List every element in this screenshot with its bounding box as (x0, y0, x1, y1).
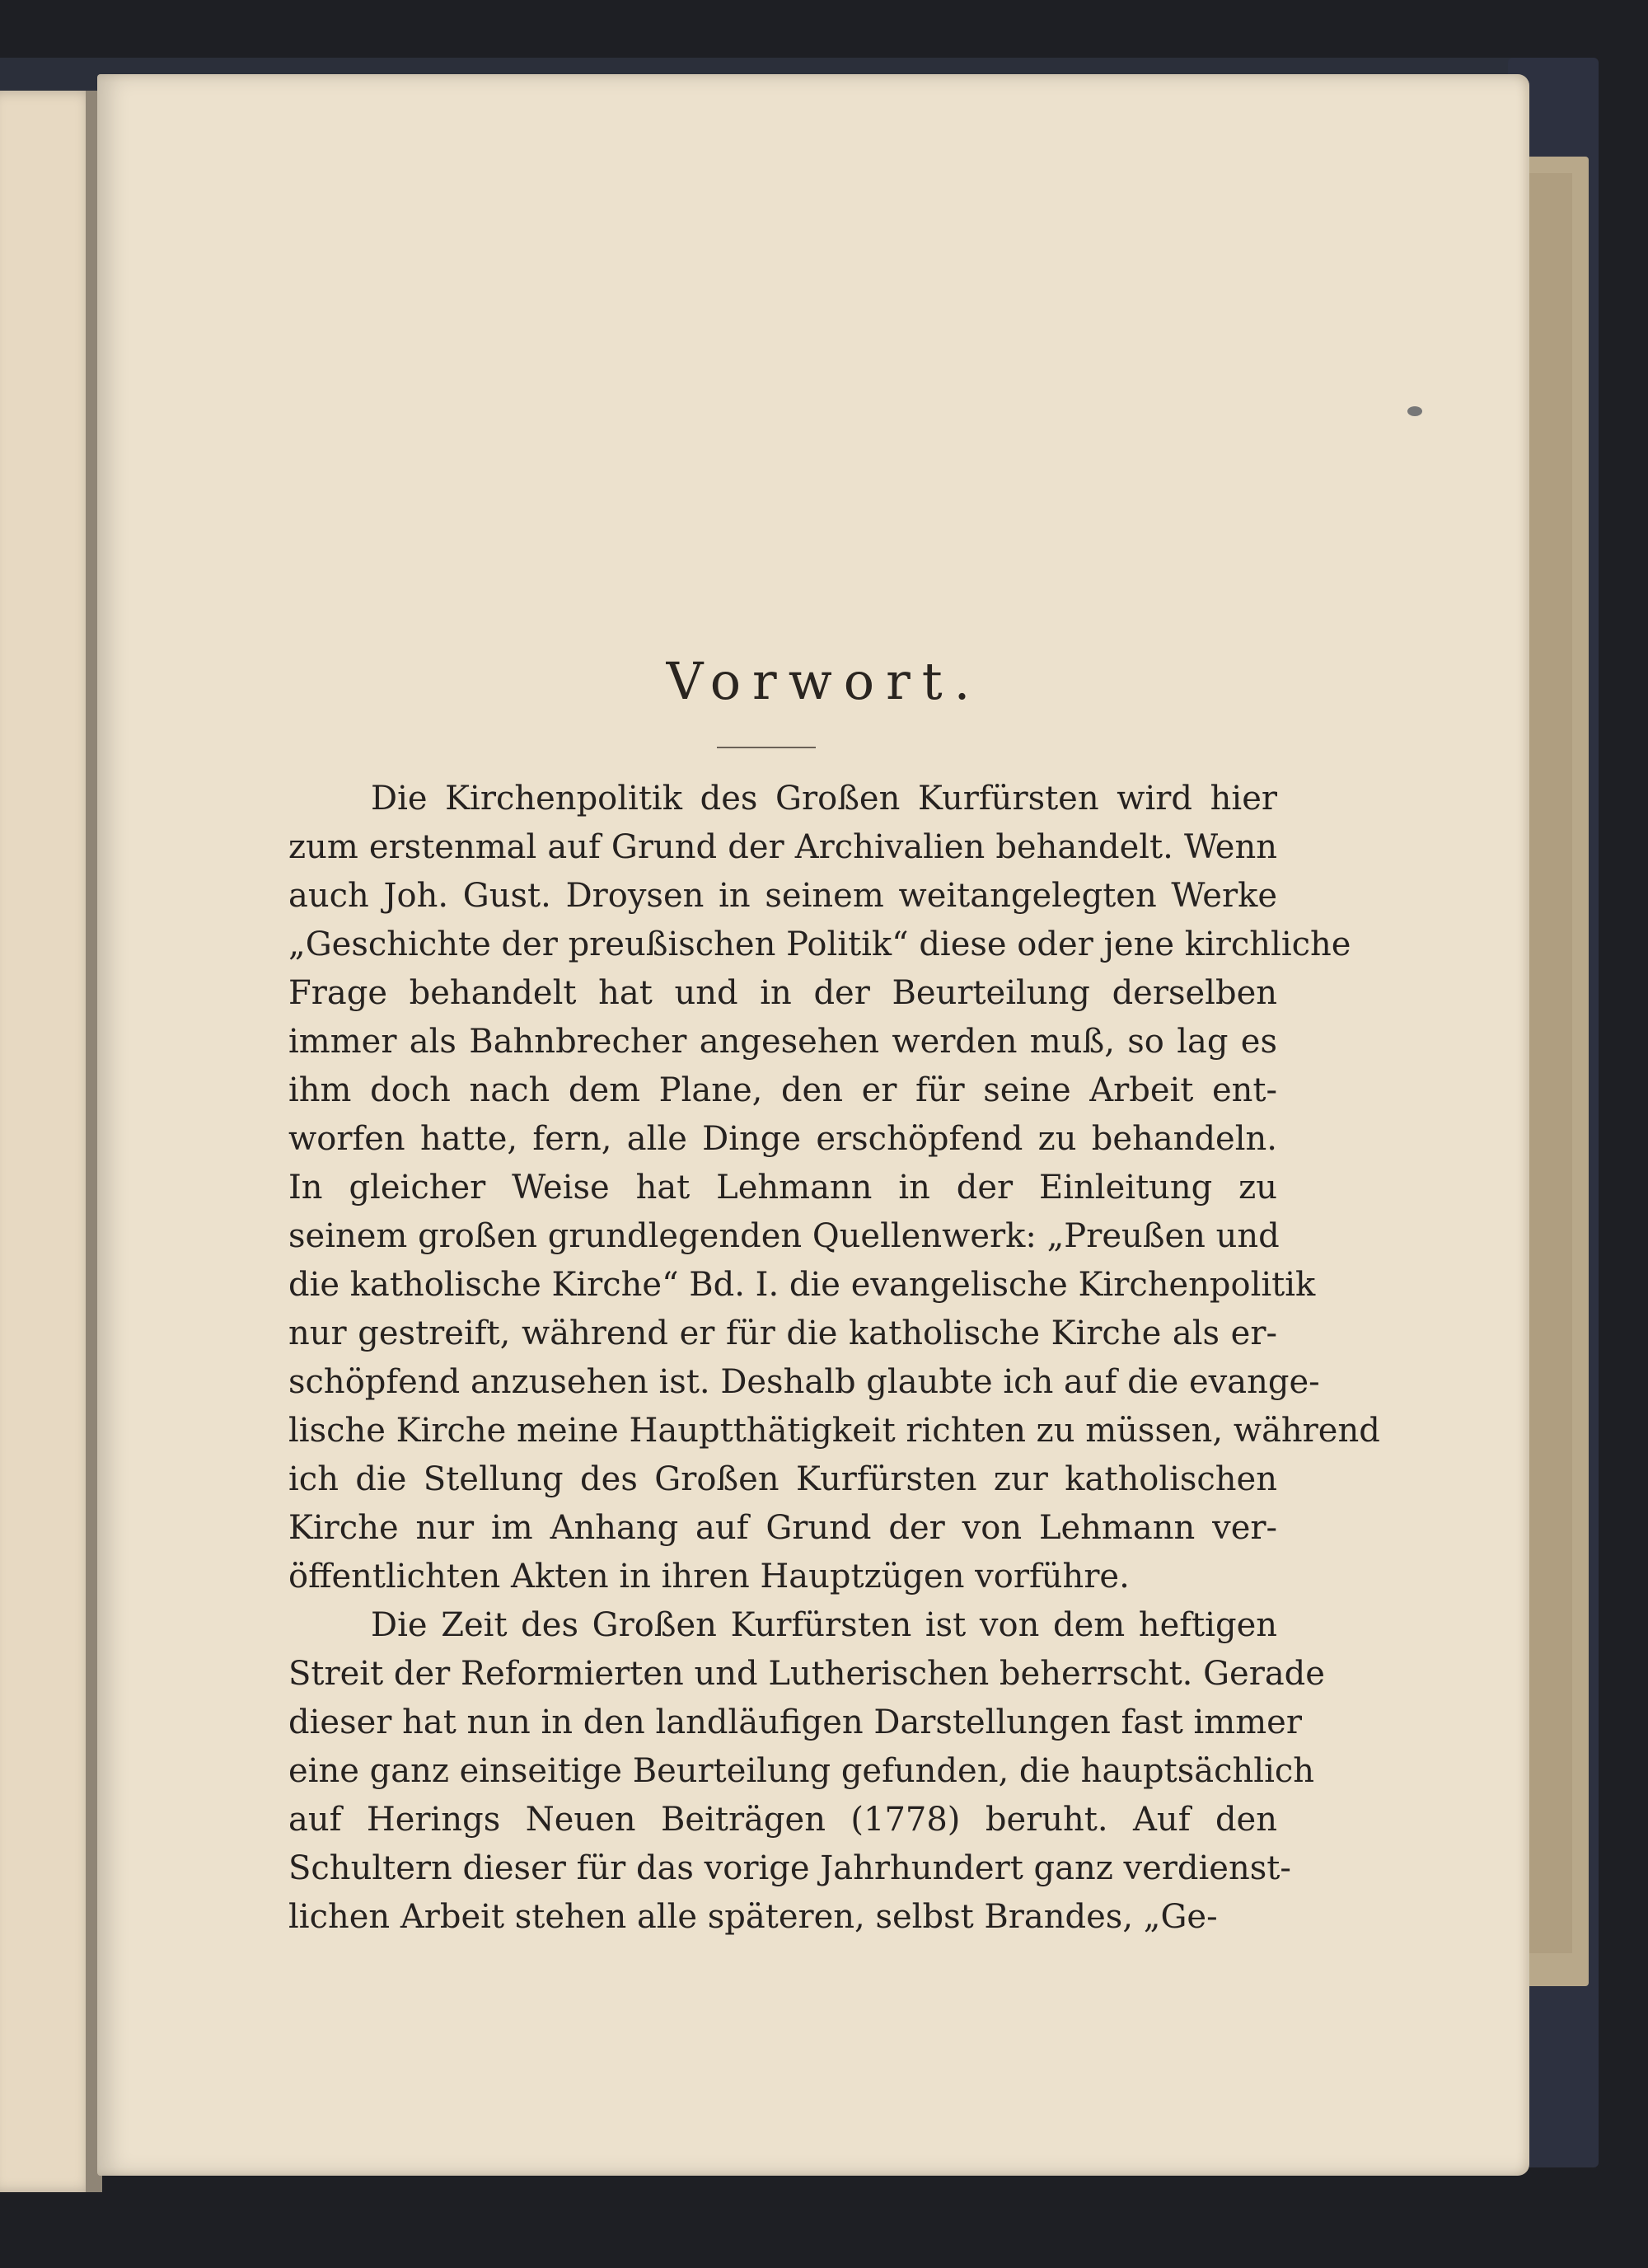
text-line: In gleicher Weise hat Lehmann in der Einleitung zu (288, 1169, 1277, 1207)
title-divider (717, 747, 816, 748)
text-line: Frage behandelt hat und in der Beurteilung derselben (288, 974, 1277, 1012)
text-line: Die Kirchenpolitik des Großen Kurfürsten wird hier (371, 780, 1277, 818)
text-line: „Geschichte der preußischen Politik“ diese oder jene kirchliche (288, 925, 1351, 963)
body-text (288, 775, 1380, 1942)
text-line: zum erstenmal auf Grund der Archivalien behandelt. Wenn (288, 828, 1277, 866)
text-line: nur gestreift, während er für die katholische Kirche als er- (288, 1314, 1277, 1352)
text-line: Schultern dieser für das vorige Jahrhundert ganz verdienst- (288, 1849, 1291, 1887)
text-line: öffentlichten Akten in ihren Hauptzügen vorführe. (288, 1558, 1130, 1596)
text-line: ihm doch nach dem Plane, den er für seine Arbeit ent- (288, 1071, 1277, 1109)
text-line: ich die Stellung des Großen Kurfürsten zur katholischen (288, 1460, 1277, 1498)
text-line: Die Zeit des Großen Kurfürsten ist von dem heftigen (371, 1606, 1277, 1644)
text-line: lichen Arbeit stehen alle späteren, selbst Brandes, „Ge- (288, 1898, 1218, 1936)
left-page-edge (0, 91, 97, 2192)
text-line: die katholische Kirche“ Bd. I. die evangelische Kirchenpolitik (288, 1266, 1316, 1304)
text-line: Kirche nur im Anhang auf Grund der von Lehmann ver- (288, 1509, 1277, 1547)
text-line: schöpfend anzusehen ist. Deshalb glaubte ich auf die evange- (288, 1363, 1320, 1401)
text-line: auf Herings Neuen Beiträgen (1778) beruht. Auf den (288, 1801, 1277, 1839)
paper-speck (1407, 406, 1422, 416)
text-line: worfen hatte, fern, alle Dinge erschöpfend zu behandeln. (288, 1120, 1277, 1158)
text-line: dieser hat nun in den landläufigen Darstellungen fast immer (288, 1703, 1302, 1741)
text-line: Streit der Reformierten und Lutherischen beherrscht. Gerade (288, 1655, 1325, 1693)
text-line: auch Joh. Gust. Droysen in seinem weitangelegten Werke (288, 877, 1277, 915)
text-line: lische Kirche meine Hauptthätigkeit richten zu müssen, während (288, 1412, 1380, 1450)
text-line: immer als Bahnbrecher angesehen werden muß, so lag es (288, 1023, 1277, 1061)
page-title: Vorwort. (666, 651, 982, 711)
text-line: eine ganz einseitige Beurteilung gefunden, die hauptsächlich (288, 1752, 1315, 1790)
text-line: seinem großen grundlegenden Quellenwerk: „Preußen und (288, 1217, 1280, 1255)
